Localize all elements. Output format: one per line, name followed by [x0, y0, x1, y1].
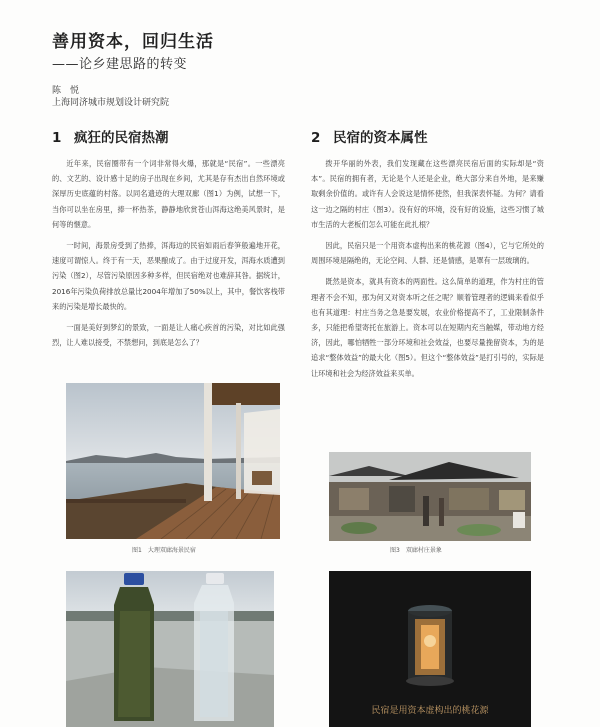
section-2-number: 2	[311, 130, 321, 146]
article-title: 善用资本，回归生活	[52, 32, 214, 52]
section-1-number: 1	[52, 130, 62, 146]
paragraph: 拨开华丽的外表，我们发现藏在这些漂亮民宿后面的实际却是“资本”。民宿的拥有者，无论是个人还是企业，绝大部分来自外地，是来赚取剩余价值的。或许有人会说这是情怀使然，但我深表怀疑。为何？请看这一边之隔的村庄（图3）。没有好的环境，没有好的设施，这些习惯了城市生活的大老板们怎么可能在此扎根？	[311, 159, 544, 229]
section-1-body	[52, 156, 285, 350]
paragraph: 一面是美好到梦幻的景致，一面是让人痛心疾首的污染，对比如此强烈，让人难以接受，不禁想问，到底是怎么了？	[52, 323, 285, 348]
section-2-heading	[311, 126, 428, 146]
water-bottles-image	[66, 571, 274, 727]
section-1-title: 疯狂的民宿热潮	[74, 130, 169, 146]
author-name: 陈 悦	[52, 86, 80, 96]
section-1-heading	[52, 126, 169, 146]
figure-3-caption: 图3 双廊村庄景象	[390, 547, 442, 554]
figure-1-caption: 图1 大理双廊海景民宿	[132, 547, 196, 554]
paragraph: 因此，民宿只是一个用资本虚构出来的桃花源（图4），它与它所处的周围环境是隔绝的，无论空间、人群、还是情感，是罩有一层玻璃的。	[311, 241, 544, 266]
article-subtitle: ——论乡建思路的转变	[52, 57, 188, 72]
figure-2-water-bottles-photo	[66, 571, 274, 727]
paragraph: 近年来，民宿圈带有一个词非常得火爆，那就是“民宿”。一些漂亮的、文艺的、设计感十足的房子出现在乡间，尤其是存有杰出自然环境或深厚历史底蕴的村落。以同名遗迹的大理双廊（图1）为例，试想一下，当你可以坐在房里，捧一杯热茶，静静地欣赏苍山洱海这绝美风景时，是何等的惬意。	[52, 159, 285, 229]
paragraph: 一时间，海景房受到了热捧，洱海边的民宿如雨后春笋般遍地开花，速度可谓惊人。终于有一天，恶果酿成了。由于过度开发，洱海水质遭到污染（图2），尽管污染原因多种多样，但民宿绝对也难辞其咎。据统计，2016年污染负荷排放总量比2004年增加了50%以上，其中，餐饮客栈带来的污染是增长最快的。	[52, 241, 285, 311]
section-2-body	[311, 156, 544, 381]
section-2-title: 民宿的资本属性	[333, 130, 428, 146]
village-photo-image	[329, 452, 531, 541]
author-affiliation: 上海同济城市规划设计研究院	[52, 98, 170, 108]
figure-3-village-photo	[329, 452, 531, 541]
figure-1-lakeside-minsu-photo	[66, 383, 280, 539]
figure-4-lantern-photo	[329, 571, 531, 727]
figure-4-overlay-text: 民宿是用资本虚构出的桃花源	[371, 706, 489, 716]
paragraph: 既然是资本，就具有资本的两面性。这么简单的道理，作为村庄的管理者不会不知，那为何又对资本听之任之呢？顺着管理者的逻辑来看似乎也有其道理：村庄当务之急是要发展，农业价格提高不了，工业限制条件多，只能把希望寄托在旅游上。资本可以在短期内充当触媒，带动地方经济，因此，哪怕牺牲一部分环境和社会效益，也要尽量挽留资本，为的是追求“整体效益”的最大化（图5）。但这个“整体效益”是打引号的，实际是让环境和社会为经济效益来买单。	[311, 277, 544, 378]
lakeside-photo-image	[66, 383, 280, 539]
